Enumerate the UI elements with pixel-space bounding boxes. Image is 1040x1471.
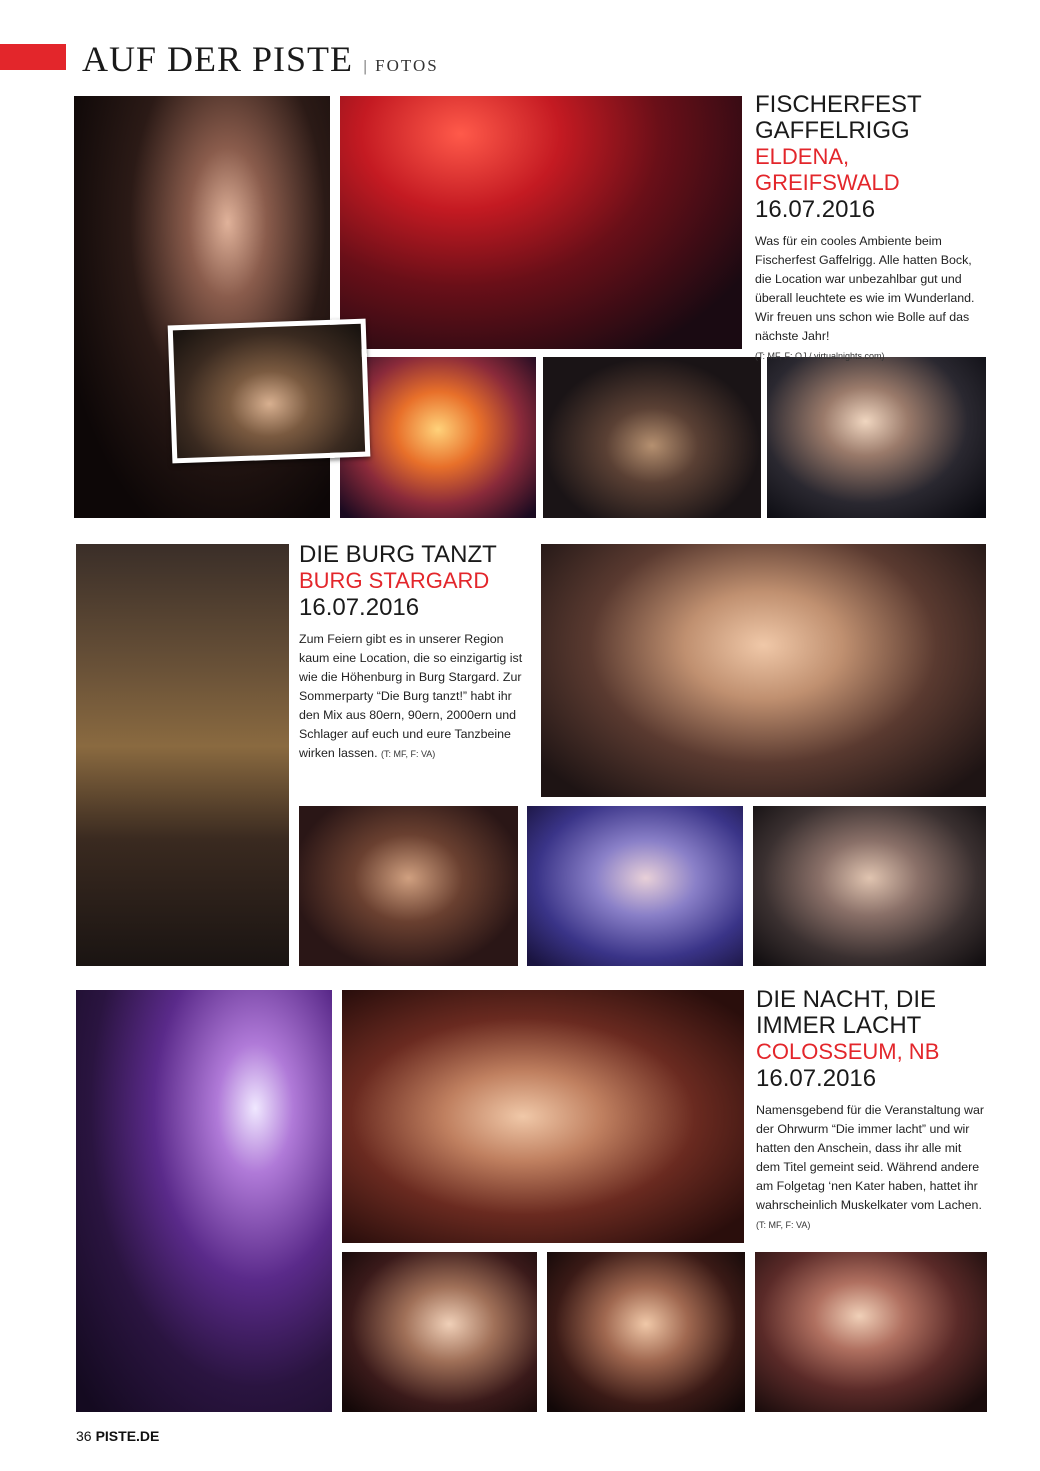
section-header bbox=[82, 38, 439, 80]
event2-photo-hall bbox=[76, 544, 289, 966]
event3-body bbox=[756, 1101, 988, 1235]
event3-photo-kiss bbox=[342, 990, 744, 1243]
event2-credit: (T: MF, F: VA) bbox=[380, 749, 436, 759]
event2-text bbox=[299, 542, 531, 764]
event3-body-text: Namensgebend für die Veranstaltung war der Ohrwurm “Die immer lacht” und wir hatten den Anschein, dass ihr alle mit dem Titel gemeint seid. Während andere am Folgetag ‘nen Kater haben, hattet ihr wahrscheinlich Muskelkater vom Lachen. bbox=[756, 1103, 984, 1212]
event1-body-text: Was für ein cooles Ambiente beim Fischerfest Gaffelrigg. Alle hatten Bock, die Location war unbezahlbar gut und überall leuchtete es wie im Wunderland. Wir freuen uns schon wie Bolle auf das nächste Jahr! bbox=[755, 234, 975, 343]
event2-body bbox=[299, 630, 531, 764]
event3-credit: (T: MF, F: VA) bbox=[756, 1220, 811, 1230]
header-separator: | bbox=[363, 58, 367, 75]
event1-photo-stage-crowd bbox=[340, 96, 742, 349]
event1-text bbox=[755, 92, 987, 366]
event3-photo-funny-duo bbox=[755, 1252, 987, 1412]
page-footer bbox=[76, 1428, 159, 1444]
section-subtitle: FOTOS bbox=[375, 56, 439, 75]
event3-photo-club-lights bbox=[76, 990, 332, 1412]
event1-location: ELDENA, GREIFSWALD bbox=[755, 144, 900, 195]
event3-text bbox=[756, 987, 988, 1235]
event2-date: 16.07.2016 bbox=[299, 594, 420, 621]
event1-photo-inset-group bbox=[168, 319, 371, 464]
event2-photo-two-women-blue bbox=[527, 806, 743, 966]
header-accent-bar bbox=[0, 44, 66, 70]
event2-photo-four-women bbox=[541, 544, 986, 797]
event1-title-line2: GAFFELRIGG bbox=[755, 117, 910, 144]
footer-brand: PISTE.DE bbox=[95, 1428, 160, 1444]
event3-location: COLOSSEUM, NB bbox=[756, 1039, 940, 1064]
page-number: 36 bbox=[76, 1428, 92, 1444]
event1-title-line1: FISCHERFEST bbox=[755, 91, 922, 118]
event2-photo-men-group bbox=[299, 806, 518, 966]
event3-photo-two-women-b bbox=[547, 1252, 745, 1412]
event2-photo-three-women bbox=[753, 806, 986, 966]
event3-date: 16.07.2016 bbox=[756, 1065, 877, 1092]
event1-photo-two-women bbox=[767, 357, 986, 518]
event3-title-line1: DIE NACHT, DIE bbox=[756, 986, 937, 1013]
section-title: AUF DER PISTE bbox=[82, 39, 354, 79]
event3-photo-two-women-a bbox=[342, 1252, 537, 1412]
event2-title: DIE BURG TANZT bbox=[299, 541, 497, 568]
event1-credit: (T: MF, F: OJ / virtualnights.com) bbox=[755, 351, 885, 361]
event1-date: 16.07.2016 bbox=[755, 196, 876, 223]
event3-title-line2: IMMER LACHT bbox=[756, 1012, 922, 1039]
event1-photo-group bbox=[543, 357, 761, 518]
event2-location: BURG STARGARD bbox=[299, 568, 490, 593]
event1-body bbox=[755, 232, 987, 366]
event2-body-text: Zum Feiern gibt es in unserer Region kaum eine Location, die so einzigartig ist wie die Höhenburg in Burg Stargard. Zur Sommerparty “Die Burg tanzt!” habt ihr den Mix aus 80ern, 90ern, 2000ern und Schlager auf euch und eure Tanzbeine wirken lassen. bbox=[299, 632, 523, 760]
